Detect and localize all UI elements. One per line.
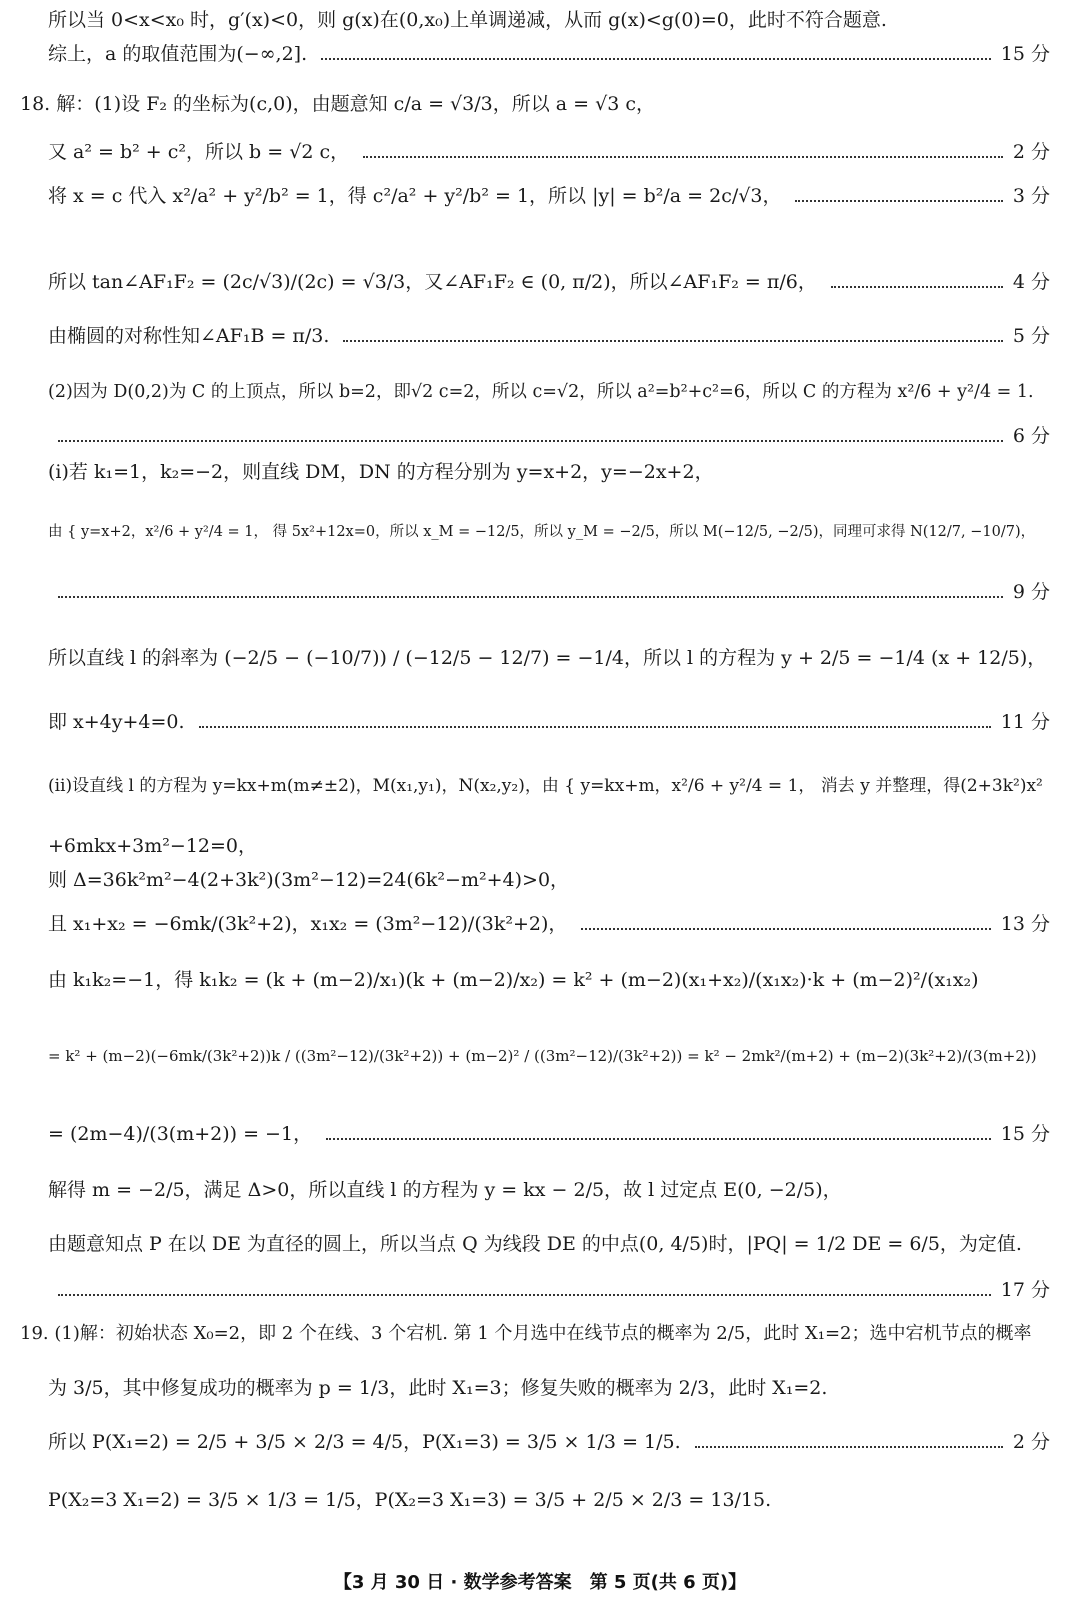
text-line: 解得 m = −2/5，满足 Δ>0，所以直线 l 的方程为 y = kx − 2/5，故 l 过定点 E(0, −2/5)， xyxy=(48,1179,842,1201)
page-footer: 【3 月 30 日 · 数学参考答案 第 5 页(共 6 页)】 xyxy=(333,1572,747,1593)
text-line: = k² + (m−2)(−6mk/(3k²+2))k / ((3m²−12)/(3k²+2)) + (m−2)² / ((3m²−12)/(3k²+2)) = k² − 2mk²/(m+2) + (m−2)(3k²+2)/(3(m+2)) xyxy=(48,1047,1037,1065)
score-line: 且 x₁+x₂ = −6mk/(3k²+2)，x₁x₂ = (3m²−12)/(3k²+2)， 13 分 xyxy=(48,913,1050,935)
dot-leader xyxy=(199,726,991,728)
score: 3 分 xyxy=(1012,185,1050,207)
dot-leader xyxy=(831,286,1003,288)
score-line: 所以 tan∠AF₁F₂ = (2c/√3)/(2c) = √3/3，又∠AF₁F₂ ∈ (0, π/2)，所以∠AF₁F₂ = π/6， 4 分 xyxy=(48,271,1050,293)
score: 2 分 xyxy=(1012,1431,1050,1453)
dot-leader xyxy=(695,1446,1003,1448)
score: 2 分 xyxy=(1012,141,1050,163)
score: 15 分 xyxy=(1000,43,1050,65)
score: 9 分 xyxy=(1012,581,1050,603)
text-line: 所以当 0<x<x₀ 时，g′(x)<0，则 g(x)在(0,x₀)上单调递减，从而 g(x)<g(0)=0，此时不符合题意. xyxy=(48,9,887,31)
text-line: 由 { y=x+2，x²/6 + y²/4 = 1， 得 5x²+12x=0，所以 x_M = −12/5，所以 y_M = −2/5，所以 M(−12/5, −2/5)，同理可求得 N(12/7, −10/7)， xyxy=(48,524,1036,540)
score-line xyxy=(48,1278,1050,1302)
text-line: (ⅰ)若 k₁=1，k₂=−2，则直线 DM，DN 的方程分别为 y=x+2，y=−2x+2， xyxy=(48,461,714,483)
score-line: = (2m−4)/(3(m+2)) = −1， 15 分 xyxy=(48,1123,1050,1145)
text-line: (2)因为 D(0,2)为 C 的上顶点，所以 b=2，即√2 c=2，所以 c=√2，所以 a²=b²+c²=6，所以 C 的方程为 x²/6 + y²/4 = 1. xyxy=(48,382,1034,402)
score-line: 由椭圆的对称性知∠AF₁B = π/3. 5 分 xyxy=(48,325,1050,347)
score: 13 分 xyxy=(1000,913,1050,935)
text-line: (ⅱ)设直线 l 的方程为 y=kx+m(m≠±2)，M(x₁,y₁)，N(x₂,y₂)，由 { y=kx+m，x²/6 + y²/4 = 1， 消去 y 并整理，得(2+3k²)x² xyxy=(48,776,1043,796)
text-line: 由题意知点 P 在以 DE 为直径的圆上，所以当点 Q 为线段 DE 的中点(0, 4/5)时，|PQ| = 1/2 DE = 6/5，为定值. xyxy=(48,1233,1022,1255)
score: 5 分 xyxy=(1012,325,1050,347)
text-line: 为 3/5，其中修复成功的概率为 p = 1/3，此时 X₁=3；修复失败的概率为 2/3，此时 X₁=2. xyxy=(48,1377,828,1399)
score: 6 分 xyxy=(1012,425,1050,447)
dot-leader xyxy=(581,928,990,930)
text-line: P(X₂=3 X₁=2) = 3/5 × 1/3 = 1/5，P(X₂=3 X₁=3) = 3/5 + 2/5 × 2/3 = 13/15. xyxy=(48,1489,772,1511)
text-line: 则 Δ=36k²m²−4(2+3k²)(3m²−12)=24(6k²−m²+4)>0， xyxy=(48,869,570,891)
text-line: 所以直线 l 的斜率为 (−2/5 − (−10/7)) / (−12/5 − 12/7) = −1/4，所以 l 的方程为 y + 2/5 = −1/4 (x + 12/5)， xyxy=(48,647,1047,669)
question-18-heading: 18. 解：(1)设 F₂ 的坐标为(c,0)，由题意知 c/a = √3/3，所以 a = √3 c， xyxy=(20,93,655,115)
score-line: 所以 P(X₁=2) = 2/5 + 3/5 × 2/3 = 4/5，P(X₁=3) = 3/5 × 1/3 = 1/5. 2 分 xyxy=(48,1431,1050,1453)
score-line: 将 x = c 代入 x²/a² + y²/b² = 1，得 c²/a² + y²/b² = 1，所以 |y| = b²/a = 2c/√3， 3 分 xyxy=(48,185,1050,207)
score: 11 分 xyxy=(1000,711,1050,733)
score-line xyxy=(48,424,1050,448)
score: 15 分 xyxy=(1000,1123,1050,1145)
score: 4 分 xyxy=(1012,271,1050,293)
score-line: 即 x+4y+4=0. 11 分 xyxy=(48,711,1050,733)
score-line: 又 a² = b² + c²，所以 b = √2 c， 2 分 xyxy=(48,141,1050,163)
question-19-heading: 19. (1)解：初始状态 X₀=2，即 2 个在线、3 个宕机. 第 1 个月选中在线节点的概率为 2/5，此时 X₁=2；选中宕机节点的概率 xyxy=(20,1323,1032,1344)
dot-leader xyxy=(321,58,991,60)
dot-leader xyxy=(343,340,1002,342)
dot-leader xyxy=(326,1138,991,1140)
score: 17 分 xyxy=(1000,1279,1050,1301)
dot-leader xyxy=(58,596,1003,598)
score-line xyxy=(48,580,1050,604)
dot-leader xyxy=(58,440,1003,442)
dot-leader xyxy=(795,200,1002,202)
score-line: 综上，a 的取值范围为(−∞,2]. 15 分 xyxy=(48,43,1050,65)
dot-leader xyxy=(58,1294,991,1296)
dot-leader xyxy=(363,156,1003,158)
text-line: +6mkx+3m²−12=0， xyxy=(48,835,258,857)
text-line: 由 k₁k₂=−1，得 k₁k₂ = (k + (m−2)/x₁)(k + (m−2)/x₂) = k² + (m−2)(x₁+x₂)/(x₁x₂)·k + (m−2)²/(x₁x₂) xyxy=(48,969,979,991)
